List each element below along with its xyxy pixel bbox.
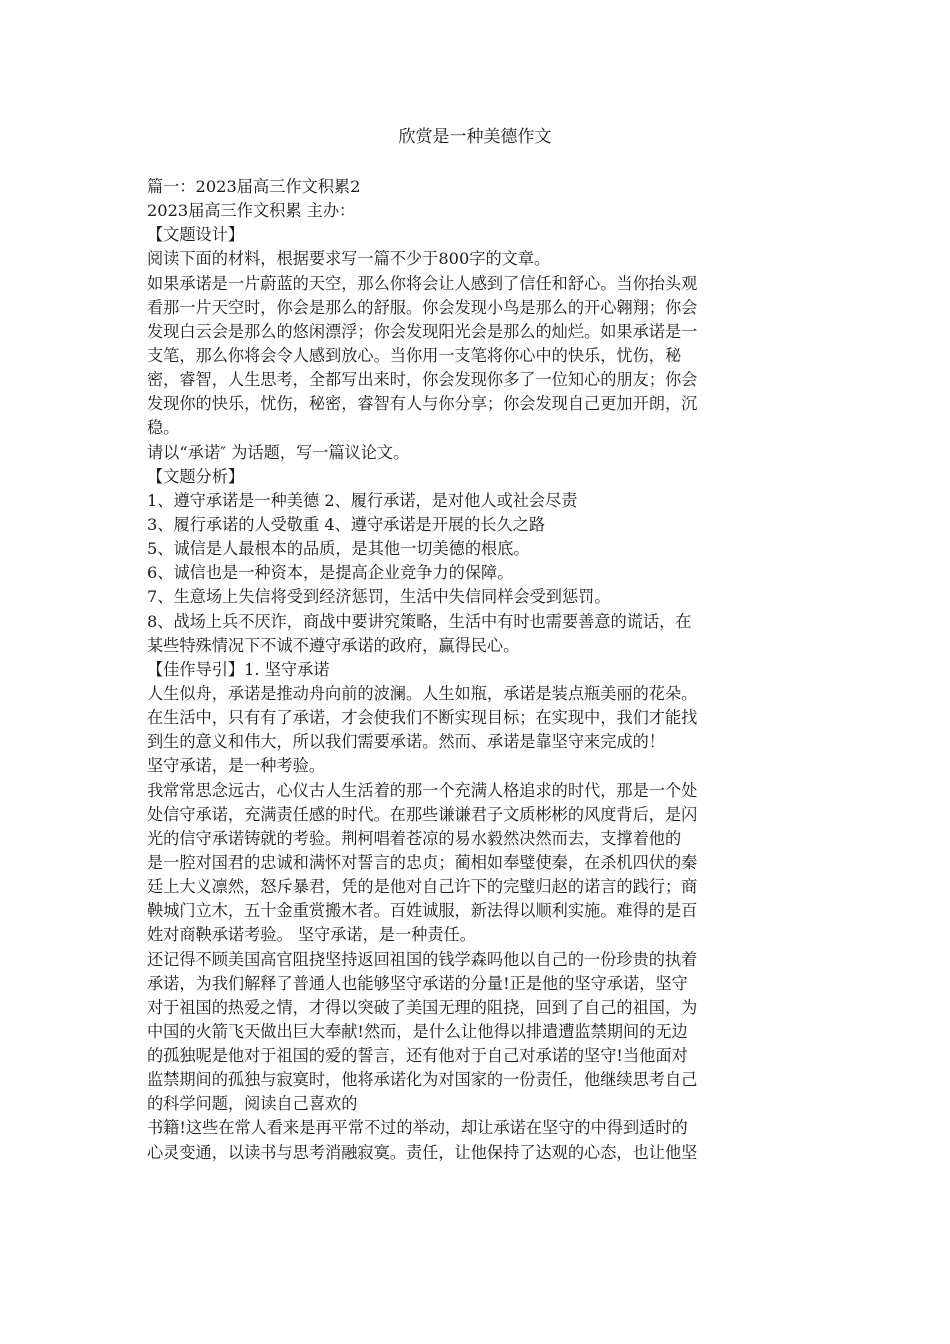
text-line: 如果承诺是一片蔚蓝的天空，那么你将会让人感到了信任和舒心。当你抬头观 xyxy=(147,273,698,293)
text-line: 1、遵守承诺是一种美德 2、履行承诺，是对他人或社会尽责 xyxy=(147,490,578,510)
text-line: 鞅城门立木，五十金重赏搬木者。百姓诚服，新法得以顺利实施。难得的是百 xyxy=(147,901,698,921)
text-line: 还记得不顾美国高官阻挠坚持返回祖国的钱学森吗他以自己的一份珍贵的执着 xyxy=(147,949,698,969)
text-line: 发现你的快乐，忧伤，秘密，睿智有人与你分享；你会发现自己更加开朗，沉 xyxy=(147,394,698,414)
text-line: 书籍!这些在常人看来是再平常不过的举动，却让承诺在坚守的中得到适时的 xyxy=(147,1118,688,1138)
text-line: 到生的意义和伟大，所以我们需要承诺。然而、承诺是靠坚守来完成的！ xyxy=(147,732,665,752)
text-line: 【文题设计】 xyxy=(147,225,245,245)
text-line: 篇一：2023届高三作文积累2 xyxy=(147,177,361,196)
text-line: 支笔，那么你将会令人感到放心。当你用一支笔将你心中的快乐，忧伤，秘 xyxy=(147,345,682,365)
text-line: 的科学问题，阅读自己喜欢的 xyxy=(147,1094,358,1114)
text-line: 3、履行承诺的人受敬重 4、遵守承诺是开展的长久之路 xyxy=(147,514,546,534)
text-line: 5、诚信是人最根本的品质，是其他一切美德的根底。 xyxy=(147,539,530,559)
text-line: 某些特殊情况下不诚不遵守承诺的政府，赢得民心。 xyxy=(147,635,520,655)
text-line: 看那一片天空时，你会是那么的舒服。你会发现小鸟是那么的开心翱翔；你会 xyxy=(147,297,698,317)
text-line: 对于祖国的热爱之情，才得以突破了美国无理的阻挠，回到了自己的祖国，为 xyxy=(147,997,698,1017)
document-body xyxy=(147,175,807,1165)
text-line: 我常常思念远古，心仪古人生活着的那一个充满人格追求的时代，那是一个处 xyxy=(147,780,698,800)
text-line: 6、诚信也是一种资本，是提高企业竞争力的保障。 xyxy=(147,563,514,583)
text-line: 【佳作导引】1. 坚守承诺 xyxy=(147,659,330,679)
text-line: 是一腔对国君的忠诚和满怀对誓言的忠贞；蔺相如奉璧使秦，在杀机四伏的秦 xyxy=(147,852,698,872)
document-title: 欣赏是一种美德作文 xyxy=(398,127,552,147)
text-line: 发现白云会是那么的悠闲漂浮；你会发现阳光会是那么的灿烂。如果承诺是一 xyxy=(147,321,698,341)
text-line: 请以“承诺″ 为话题，写一篇议论文。 xyxy=(147,442,410,462)
text-line: 阅读下面的材料，根据要求写一篇不少于800字的文章。 xyxy=(147,249,551,269)
text-line: 在生活中，只有有了承诺，才会使我们不断实现目标；在实现中，我们才能找 xyxy=(147,708,698,728)
text-line: 姓对商鞅承诺考验。 坚守承诺，是一种责任。 xyxy=(147,925,476,945)
text-line: 心灵变通，以读书与思考消融寂寞。责任，让他保持了达观的心态，也让他坚 xyxy=(147,1142,698,1162)
text-line: 的孤独呢是他对于祖国的爱的誓言，还有他对于自己对承诺的坚守!当他面对 xyxy=(147,1046,688,1066)
text-line: 廷上大义凛然，怒斥暴君，凭的是他对自己许下的完璧归赵的诺言的践行；商 xyxy=(147,877,698,897)
text-line: 监禁期间的孤独与寂寞时，他将承诺化为对国家的一份责任，他继续思考自己 xyxy=(147,1070,698,1090)
text-line: 人生似舟，承诺是推动舟向前的波澜。人生如瓶，承诺是装点瓶美丽的花朵。 xyxy=(147,683,698,703)
text-line: 7、生意场上失信将受到经济惩罚，生活中失信同样会受到惩罚。 xyxy=(147,587,611,607)
text-line: 坚守承诺，是一种考验。 xyxy=(147,756,326,776)
text-line: 【文题分析】 xyxy=(147,466,245,486)
text-line: 2023届高三作文积累 主办： xyxy=(147,201,356,221)
text-line: 密，睿智，人生思考，全都写出来时，你会发现你多了一位知心的朋友；你会 xyxy=(147,370,698,390)
text-line: 8、战场上兵不厌诈，商战中要讲究策略，生活中有时也需要善意的谎话，在 xyxy=(147,611,692,631)
text-line: 光的信守承诺铸就的考验。荆柯唱着苍凉的易水毅然决然而去，支撑着他的 xyxy=(147,828,682,848)
text-line: 承诺，为我们解释了普通人也能够坚守承诺的分量!正是他的坚守承诺，坚守 xyxy=(147,973,688,993)
text-line: 处信守承诺，充满责任感的时代。在那些谦谦君子文质彬彬的风度背后，是闪 xyxy=(147,804,698,824)
text-line: 稳。 xyxy=(147,418,180,438)
text-line: 中国的火箭飞天做出巨大奉献!然而，是什么让他得以排遣遭监禁期间的无边 xyxy=(147,1021,688,1041)
